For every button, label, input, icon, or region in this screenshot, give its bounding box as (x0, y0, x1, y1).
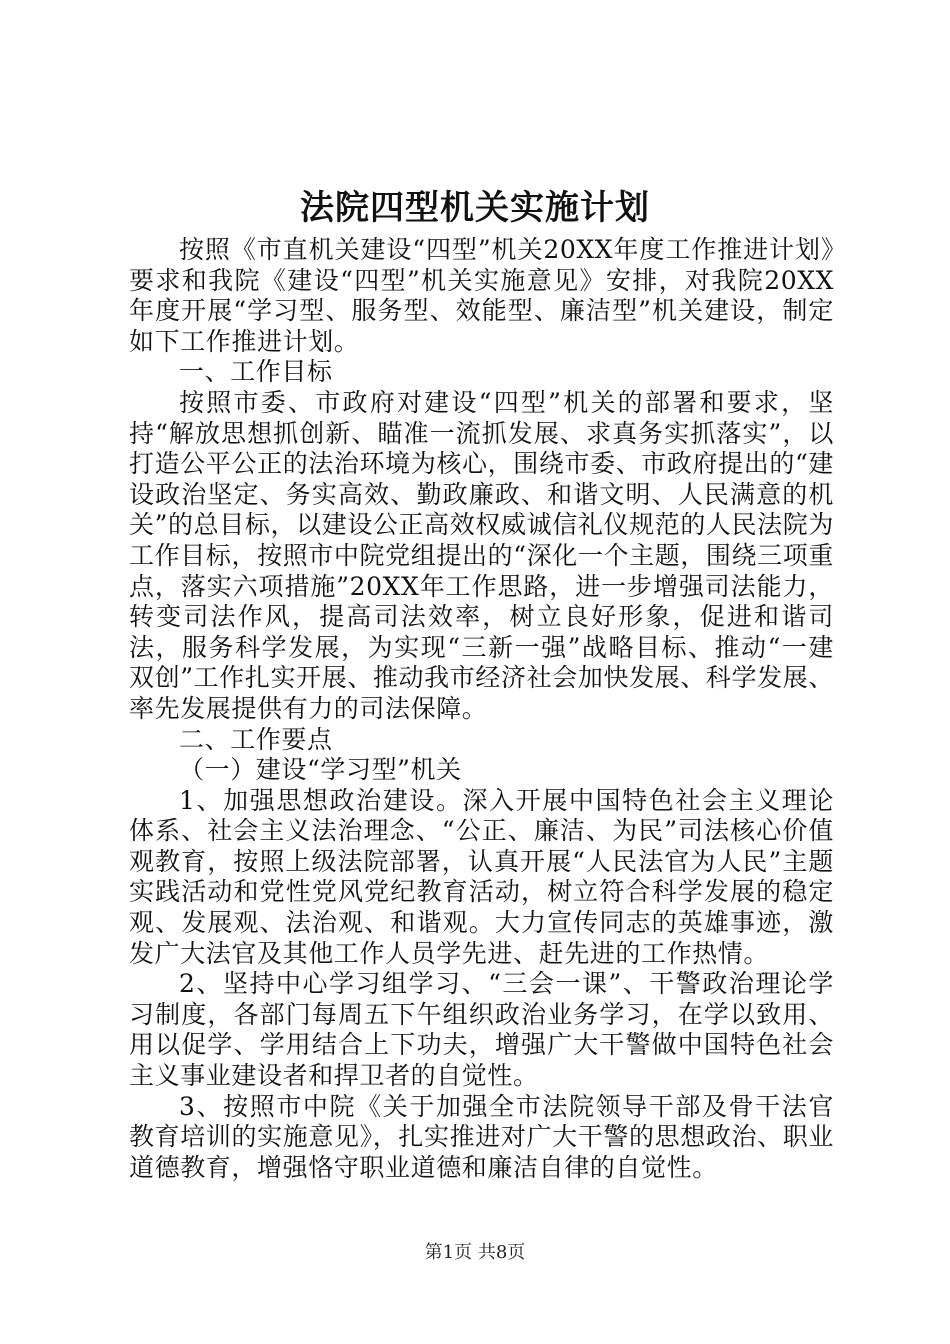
subsection-heading-learning: （一）建设“学习型”机关 (179, 755, 462, 785)
document-body (129, 235, 834, 1183)
item-paragraph-3: 3、按照市中院《关于加强全市法院领导干部及骨干法官教育培训的实施意见》，扎实推进对广大干警的思想政治、职业道德教育，增强恪守职业道德和廉洁自律的自觉性。 (129, 1091, 834, 1182)
item-paragraph-2: 2、坚持中心学习组学习、“三会一课”、干警政治理论学习制度，各部门每周五下午组织政治业务学习，在学以致用、用以促学、学用结合上下功夫，增强广大干警做中国特色社会主义事业建设者和捍卫者的自觉性。 (129, 969, 834, 1091)
section-heading-key-points: 二、工作要点 (179, 724, 333, 754)
page-number: 第1页 共8页 (424, 1242, 526, 1263)
section-heading-goals: 一、工作目标 (179, 357, 333, 387)
intro-paragraph: 按照《市直机关建设“四型”机关20XX年度工作推进计划》要求和我院《建设“四型”机关实施意见》安排，对我院20XX年度开展“学习型、服务型、效能型、廉洁型”机关建设，制定如下工作推进计划。 (129, 235, 834, 356)
goals-paragraph: 按照市委、市政府对建设“四型”机关的部署和要求，坚持“解放思想抓创新、瞄准一流抓发展、求真务实抓落实”，以打造公平公正的法治环境为核心，围绕市委、市政府提出的“建设政治坚定、务实高效、勤政廉政、和谐文明、人民满意的机关”的总目标，以建设公正高效权威诚信礼仪规范的人民法院为工作目标，按照市中院党组提出的“深化一个主题，围绕三项重点，落实六项措施”20XX年工作思路，进一步增强司法能力，转变司法作风，提高司法效率，树立良好形象，促进和谐司法，服务科学发展，为实现“三新一强”战略目标、推动“一建双创”工作扎实开展、推动我市经济社会加快发展、科学发展、率先发展提供有力的司法保障。 (129, 387, 834, 723)
item-paragraph-1: 1、加强思想政治建设。深入开展中国特色社会主义理论体系、社会主义法治理念、“公正、廉洁、为民”司法核心价值观教育，按照上级法院部署，认真开展“人民法官为人民”主题实践活动和党性党风党纪教育活动，树立符合科学发展的稳定观、发展观、法治观、和谐观。大力宣传同志的英雄事迹，激发广大法官及其他工作人员学先进、赶先进的工作热情。 (129, 785, 834, 968)
document-title: 法院四型机关实施计划 (300, 188, 650, 228)
